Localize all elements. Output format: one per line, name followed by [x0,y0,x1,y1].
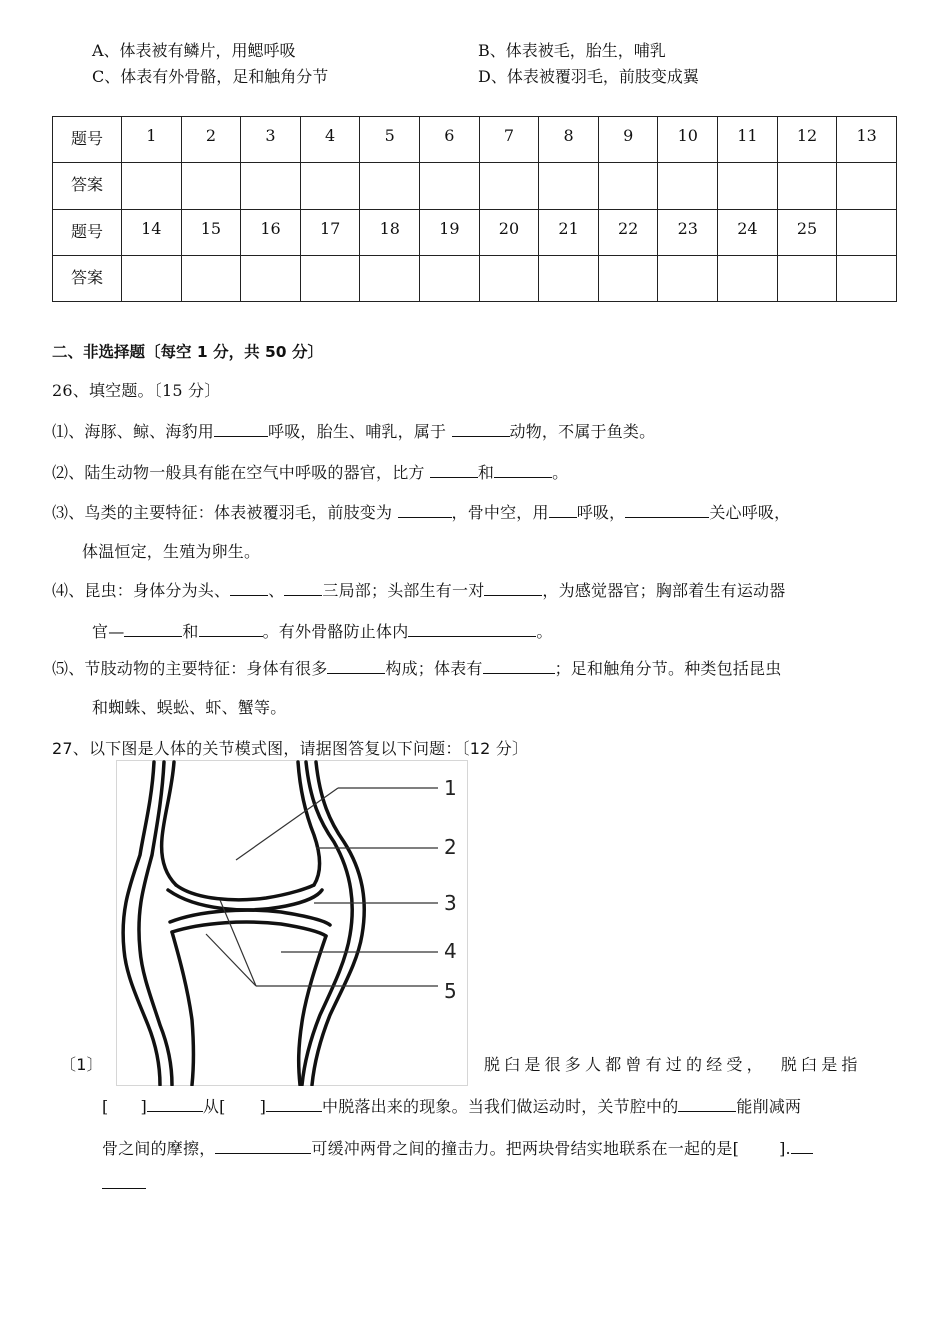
question-number-cell: 5 [360,117,420,163]
q26-p3-text-d: 关心呼吸， [709,503,791,522]
diagram-label-1: 1 [444,776,457,800]
diagram-label-3: 3 [444,891,457,915]
q26-part2 [52,460,568,483]
answer-cell[interactable] [241,255,301,301]
bracket-close: ] [259,1097,267,1116]
answer-label: 答案 [53,163,122,209]
blank[interactable] [398,503,452,518]
question-number-cell: 7 [479,117,539,163]
blank[interactable] [214,422,268,437]
q26-p1-text-b: 呼吸，胎生、哺乳，属于 [268,422,452,441]
question-number-cell: 21 [539,209,599,255]
blank[interactable] [327,659,385,674]
joint-diagram [116,760,468,1086]
q26-part1 [52,419,655,442]
answer-cell[interactable] [598,255,658,301]
q27-line1-text-b: 脱臼是指 [780,1055,862,1074]
blank[interactable] [549,503,577,518]
blank[interactable] [494,463,552,478]
q27-line3-text-a: 骨之间的摩擦， [102,1139,216,1158]
q27-line1 [484,1052,862,1075]
question-number-cell: 11 [718,117,778,163]
diagram-label-2: 2 [444,835,457,859]
q27-title: 27、以下图是人体的关节模式图，请据图答复以下问题：〔12 分〕 [52,739,529,758]
diagram-label-4: 4 [444,939,457,963]
option-b: B、体表被毛，胎生，哺乳 [478,41,666,60]
blank[interactable] [199,622,263,637]
upper-bone-bottom [176,885,314,900]
q26-p4-text-e: 官— [92,622,125,641]
question-number-row [53,209,897,255]
section-2-title: 二、非选择题〔每空 1 分，共 50 分〕 [52,343,323,361]
q26-part3-cont: 体温恒定，生殖为卵生。 [82,542,261,561]
q26-p3-text-b: ，骨中空，用 [451,503,549,522]
question-number-cell: 18 [360,209,420,255]
answer-cell[interactable] [122,163,182,209]
answer-cell[interactable] [658,255,718,301]
answer-cell[interactable] [658,163,718,209]
answer-cell[interactable] [539,255,599,301]
question-number-cell: 6 [420,117,480,163]
answer-table [52,116,897,302]
q26-part3 [52,500,790,523]
q26-p4-text-g: 。有外骨骼防止体内 [262,622,409,641]
capsule-right-outer [312,762,364,1085]
q27-line3-text-c: ]. [779,1139,791,1158]
question-number-cell: 14 [122,209,182,255]
question-number-cell: 4 [300,117,360,163]
answer-cell[interactable] [300,163,360,209]
blank[interactable] [625,503,709,518]
answer-cell[interactable] [777,163,837,209]
q26-p4-text-c: 三局部；头部生有一对 [322,581,485,600]
q26-p5-text-c: ；足和触角分节。种类包括昆虫 [554,659,782,678]
blank[interactable] [483,659,555,674]
q26-part4 [52,578,785,601]
question-number-cell: 8 [539,117,599,163]
q26-p4-text-d: ，为感觉器官；胸部着生有运动器 [542,581,786,600]
question-number-row [53,117,897,163]
question-number-cell: 24 [718,209,778,255]
blank[interactable] [215,1139,311,1154]
q26-part4-cont [92,619,553,642]
q27-line2 [102,1094,801,1117]
answer-cell[interactable] [837,255,897,301]
answer-cell[interactable] [598,163,658,209]
lower-cartilage-edge [172,922,326,936]
question-number-cell: 10 [658,117,718,163]
blank[interactable] [678,1097,736,1112]
question-number-cell: 12 [777,117,837,163]
q26-part5 [52,656,781,679]
option-a: A、体表被有鳞片，用鳃呼吸 [92,41,296,60]
question-number-label: 题号 [53,209,122,255]
q26-title: 26、填空题。〔15 分〕 [52,381,221,400]
q26-part5-cont: 和蜘蛛、蜈蚣、虾、蟹等。 [92,698,287,717]
answer-row [53,255,897,301]
q27-line2-text-e: 中脱落出来的现象。当我们做运动时，关节腔中的 [322,1097,679,1116]
blank[interactable] [408,622,536,637]
q26-p1-text-a: ⑴、海豚、鲸、海豹用 [52,422,215,441]
leader-line-5a [220,900,256,986]
answer-cell[interactable] [479,163,539,209]
question-number-cell: 23 [658,209,718,255]
q26-p5-text-b: 构成；体表有 [385,659,483,678]
question-number-cell: 3 [241,117,301,163]
answer-cell[interactable] [181,255,241,301]
leader-line-5b [206,934,256,986]
q27-line1-text-a: 脱臼是很多人都曾有过的经受， [484,1055,767,1074]
question-number-cell: 22 [598,209,658,255]
blank[interactable] [266,1097,322,1112]
q26-p4-text-f: 和 [182,622,199,641]
diagram-label-5: 5 [444,979,457,1003]
answer-row [53,163,897,209]
question-number-cell: 20 [479,209,539,255]
answer-cell[interactable] [360,163,420,209]
answer-cell[interactable] [241,163,301,209]
answer-cell[interactable] [479,255,539,301]
question-number-cell: 1 [122,117,182,163]
q26-p3-text-c: 呼吸， [576,503,626,522]
blank[interactable] [484,581,542,596]
question-number-cell: 2 [181,117,241,163]
answer-cell[interactable] [539,163,599,209]
answer-label: 答案 [53,255,122,301]
q26-p5-text-a: ⑸、节肢动物的主要特征：身体有很多 [52,659,328,678]
q26-p2-text-c: 。 [552,463,569,482]
answer-cell[interactable] [300,255,360,301]
blank-continuation[interactable] [102,1174,146,1189]
blank[interactable] [147,1097,203,1112]
answer-cell[interactable] [837,163,897,209]
blank[interactable] [284,581,322,596]
question-number-cell: 16 [241,209,301,255]
answer-cell[interactable] [777,255,837,301]
blank[interactable] [124,622,182,637]
option-d: D、体表被覆羽毛，前肢变成翼 [478,67,699,86]
q27-line3-text-b: 可缓冲两骨之间的撞击力。把两块骨结实地联系在一起的是[ [311,1139,740,1158]
bracket-open: [ [102,1097,109,1116]
answer-cell[interactable] [718,163,778,209]
question-number-cell: 19 [420,209,480,255]
blank[interactable] [452,422,510,437]
q26-p4-text-h: 。 [536,622,553,641]
q27-line2-text-c: 从[ [202,1097,226,1116]
answer-cell[interactable] [420,163,480,209]
q26-p2-text-a: ⑵、陆生动物一般具有能在空气中呼吸的器官，比方 [52,463,430,482]
bracket-close: ] [140,1097,147,1116]
question-number-cell: 9 [598,117,658,163]
q27-sub1-label: 〔1〕 [60,1055,103,1074]
q27-line2-text-f: 能削减两 [736,1097,802,1116]
answer-cell[interactable] [718,255,778,301]
q27-line3 [102,1136,813,1159]
q26-p1-text-c: 动物，不属于鱼类。 [509,422,656,441]
answer-cell[interactable] [122,255,182,301]
blank[interactable] [791,1139,813,1154]
question-number-cell [837,209,897,255]
option-c: C、体表有外骨骼，足和触角分节 [92,67,329,86]
answer-cell[interactable] [181,163,241,209]
blank[interactable] [230,581,268,596]
answer-cell[interactable] [420,255,480,301]
question-number-cell: 17 [300,209,360,255]
question-number-label: 题号 [53,117,122,163]
capsule-left-outer [123,762,160,1085]
blank[interactable] [430,463,478,478]
q26-p2-text-b: 和 [477,463,495,482]
lower-bone-left-edge [172,932,194,1085]
q26-p4-text-b: 、 [268,581,285,600]
q26-p3-text-a: ⑶、鸟类的主要特征：体表被覆羽毛，前肢变为 [52,503,398,522]
answer-cell[interactable] [360,255,420,301]
question-number-cell: 25 [777,209,837,255]
question-number-cell: 15 [181,209,241,255]
q26-p4-text-a: ⑷、昆虫：身体分为头、 [52,581,231,600]
question-number-cell: 13 [837,117,897,163]
